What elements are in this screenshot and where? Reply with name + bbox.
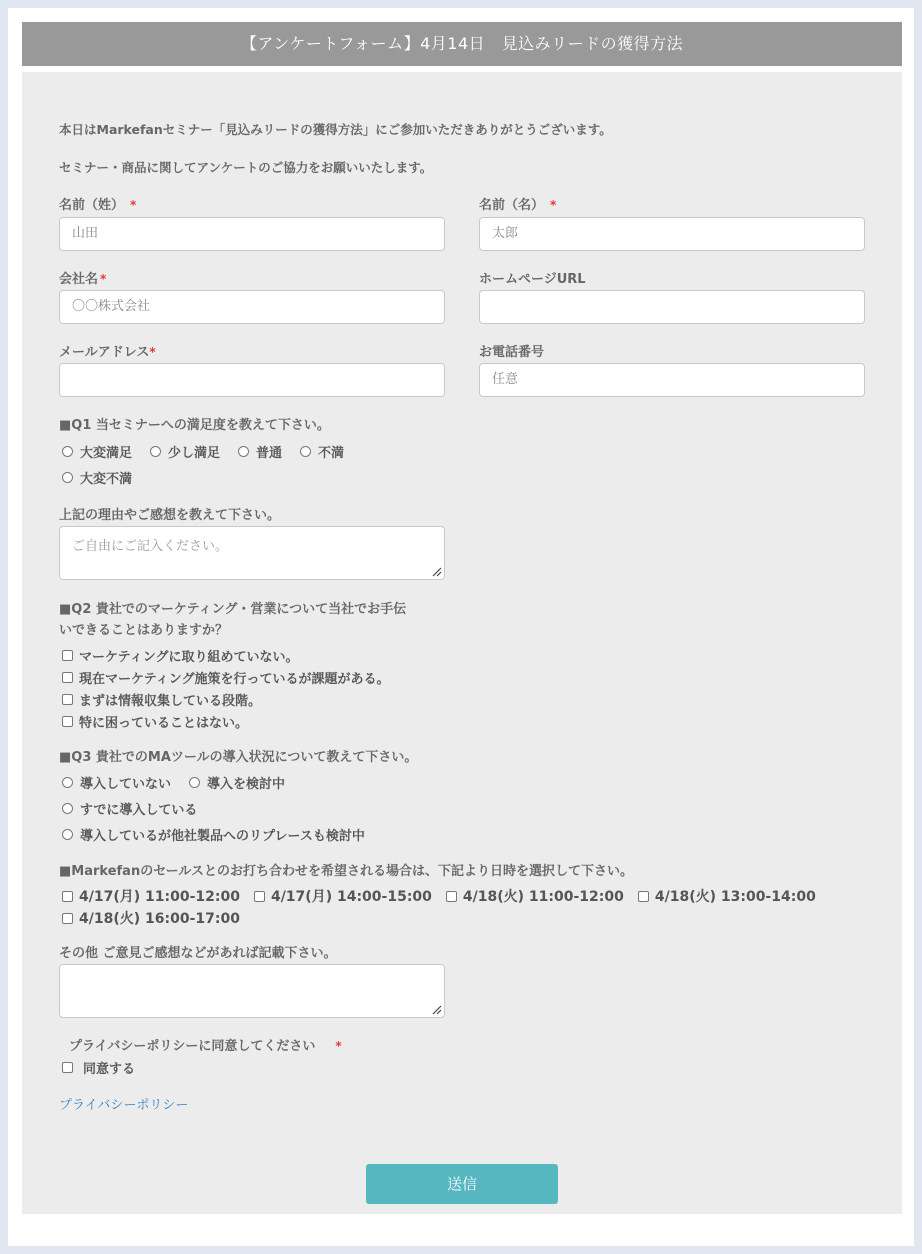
- q2-option[interactable]: [62, 690, 261, 709]
- checkbox[interactable]: [446, 891, 457, 902]
- required-mark: *: [149, 345, 156, 359]
- q1-options-row-1: [62, 442, 362, 461]
- q2-option-label: まずは情報収集している段階。: [79, 694, 262, 709]
- q1-option-label: 普通: [256, 446, 283, 461]
- first-name-label-text: 名前（名）: [479, 198, 545, 213]
- q3-label: ■Q3 貴社でのMAツールの導入状況について教えて下さい。: [59, 750, 418, 765]
- first-name-placeholder: 太郎: [492, 226, 519, 241]
- required-mark: *: [100, 272, 107, 286]
- q1-option[interactable]: [238, 442, 282, 461]
- meeting-option-label: 4/17(月) 14:00-15:00: [270, 889, 432, 905]
- meeting-option[interactable]: [446, 886, 624, 906]
- last-name-label: [59, 194, 136, 213]
- q1-label: ■Q1 当セミナーへの満足度を教えて下さい。: [59, 418, 330, 433]
- q2-option-label: 現在マーケティング施策を行っているが課題がある。: [79, 672, 390, 687]
- radio-button[interactable]: [150, 446, 161, 457]
- q1-option[interactable]: [150, 442, 220, 461]
- reason-textarea[interactable]: [59, 526, 445, 580]
- form-container: [8, 8, 914, 1246]
- radio-button[interactable]: [62, 829, 73, 840]
- company-label-text: 会社名: [59, 272, 99, 287]
- email-input[interactable]: [59, 363, 445, 397]
- company-placeholder: 〇〇株式会社: [72, 299, 151, 314]
- last-name-label-text: 名前（姓）: [59, 198, 125, 213]
- reason-placeholder: ご自由にご記入ください。: [72, 539, 229, 554]
- radio-button[interactable]: [238, 446, 249, 457]
- checkbox[interactable]: [62, 1062, 73, 1073]
- last-name-input[interactable]: [59, 217, 445, 251]
- privacy-label: [69, 1035, 342, 1054]
- q3-option-label: 導入を検討中: [207, 777, 286, 792]
- phone-placeholder: 任意: [492, 372, 519, 387]
- resize-grip-icon[interactable]: [430, 565, 442, 577]
- homepage-input[interactable]: [479, 290, 865, 324]
- meeting-option[interactable]: [62, 908, 240, 928]
- meeting-option[interactable]: [62, 886, 240, 906]
- q2-option[interactable]: [62, 668, 389, 687]
- checkbox[interactable]: [638, 891, 649, 902]
- q3-option-label: 導入していない: [80, 777, 172, 792]
- meeting-option-label: 4/18(火) 11:00-12:00: [462, 889, 624, 905]
- phone-label: お電話番号: [479, 345, 545, 360]
- q2-label-line-2: いできることはありますか？: [59, 623, 229, 638]
- q1-option-label: 不満: [318, 446, 345, 461]
- radio-button[interactable]: [189, 777, 200, 788]
- privacy-label-text: プライバシーポリシーに同意してください: [69, 1039, 316, 1054]
- privacy-policy-link[interactable]: プライバシーポリシー: [59, 1098, 189, 1113]
- checkbox[interactable]: [62, 694, 73, 705]
- intro-text-1: 本日はMarkefanセミナー「見込みリードの獲得方法」にご参加いただきありがとうございます。: [59, 122, 612, 137]
- q1-option[interactable]: [62, 468, 132, 487]
- form-title: 【アンケートフォーム】4月14日 見込みリードの獲得方法: [22, 22, 902, 66]
- radio-button[interactable]: [62, 446, 73, 457]
- q1-option-label: 少し満足: [168, 446, 221, 461]
- radio-button[interactable]: [300, 446, 311, 457]
- form-panel: [22, 72, 902, 1214]
- meeting-label: ■Markefanのセールスとのお打ち合わせを希望される場合は、下記より日時を選択して下さい。: [59, 864, 634, 879]
- email-label-text: メールアドレス: [59, 345, 150, 360]
- q2-option-label: マーケティングに取り組めていない。: [79, 650, 299, 665]
- required-mark: *: [335, 1039, 342, 1053]
- radio-button[interactable]: [62, 472, 73, 483]
- q2-option-label: 特に困っていることはない。: [79, 716, 249, 731]
- checkbox[interactable]: [254, 891, 265, 902]
- company-input[interactable]: [59, 290, 445, 324]
- q2-label-line-1: ■Q2 貴社でのマーケティング・営業について当社でお手伝: [59, 602, 407, 617]
- last-name-placeholder: 山田: [72, 226, 99, 241]
- resize-grip-icon[interactable]: [430, 1003, 442, 1015]
- meeting-option-label: 4/17(月) 11:00-12:00: [79, 889, 240, 905]
- company-label: [59, 268, 106, 287]
- q3-option[interactable]: [189, 773, 285, 792]
- q2-option[interactable]: [62, 712, 248, 731]
- q1-option[interactable]: [300, 442, 344, 461]
- intro-text-2: セミナー・商品に関してアンケートのご協力をお願いいたします。: [59, 160, 433, 175]
- meeting-option[interactable]: [254, 886, 432, 906]
- submit-button[interactable]: 送信: [366, 1164, 558, 1204]
- q3-option[interactable]: [62, 799, 197, 818]
- meeting-option[interactable]: [638, 886, 816, 906]
- radio-button[interactable]: [62, 803, 73, 814]
- other-textarea[interactable]: [59, 964, 445, 1018]
- checkbox[interactable]: [62, 913, 73, 924]
- q3-option[interactable]: [62, 773, 171, 792]
- other-label: その他 ご意見ご感想などがあれば記載下さい。: [59, 946, 337, 961]
- checkbox[interactable]: [62, 672, 73, 683]
- q2-option[interactable]: [62, 646, 298, 665]
- q1-option[interactable]: [62, 442, 132, 461]
- q3-option[interactable]: [62, 825, 365, 844]
- email-label: [59, 341, 156, 360]
- q3-options-row-1: [62, 773, 303, 792]
- reason-label: 上記の理由やご感想を教えて下さい。: [59, 508, 281, 523]
- first-name-input[interactable]: [479, 217, 865, 251]
- required-mark: *: [550, 198, 557, 212]
- privacy-agree-label: 同意する: [83, 1062, 136, 1077]
- q1-option-label: 大変満足: [80, 446, 133, 461]
- phone-input[interactable]: [479, 363, 865, 397]
- meeting-option-label: 4/18(火) 16:00-17:00: [79, 911, 240, 927]
- q1-options-row-2: [62, 468, 150, 487]
- checkbox[interactable]: [62, 891, 73, 902]
- first-name-label: [479, 194, 556, 213]
- checkbox[interactable]: [62, 650, 73, 661]
- q1-option-label: 大変不満: [80, 472, 133, 487]
- q3-option-label: すでに導入している: [80, 803, 198, 818]
- required-mark: *: [130, 198, 137, 212]
- checkbox[interactable]: [62, 716, 73, 727]
- radio-button[interactable]: [62, 777, 73, 788]
- meeting-options-row-1: [62, 886, 830, 906]
- privacy-agree-option[interactable]: [62, 1058, 135, 1077]
- q3-option-label: 導入しているが他社製品へのリプレースも検討中: [80, 829, 365, 844]
- meeting-option-label: 4/18(火) 13:00-14:00: [654, 889, 816, 905]
- homepage-label: ホームページURL: [479, 272, 586, 287]
